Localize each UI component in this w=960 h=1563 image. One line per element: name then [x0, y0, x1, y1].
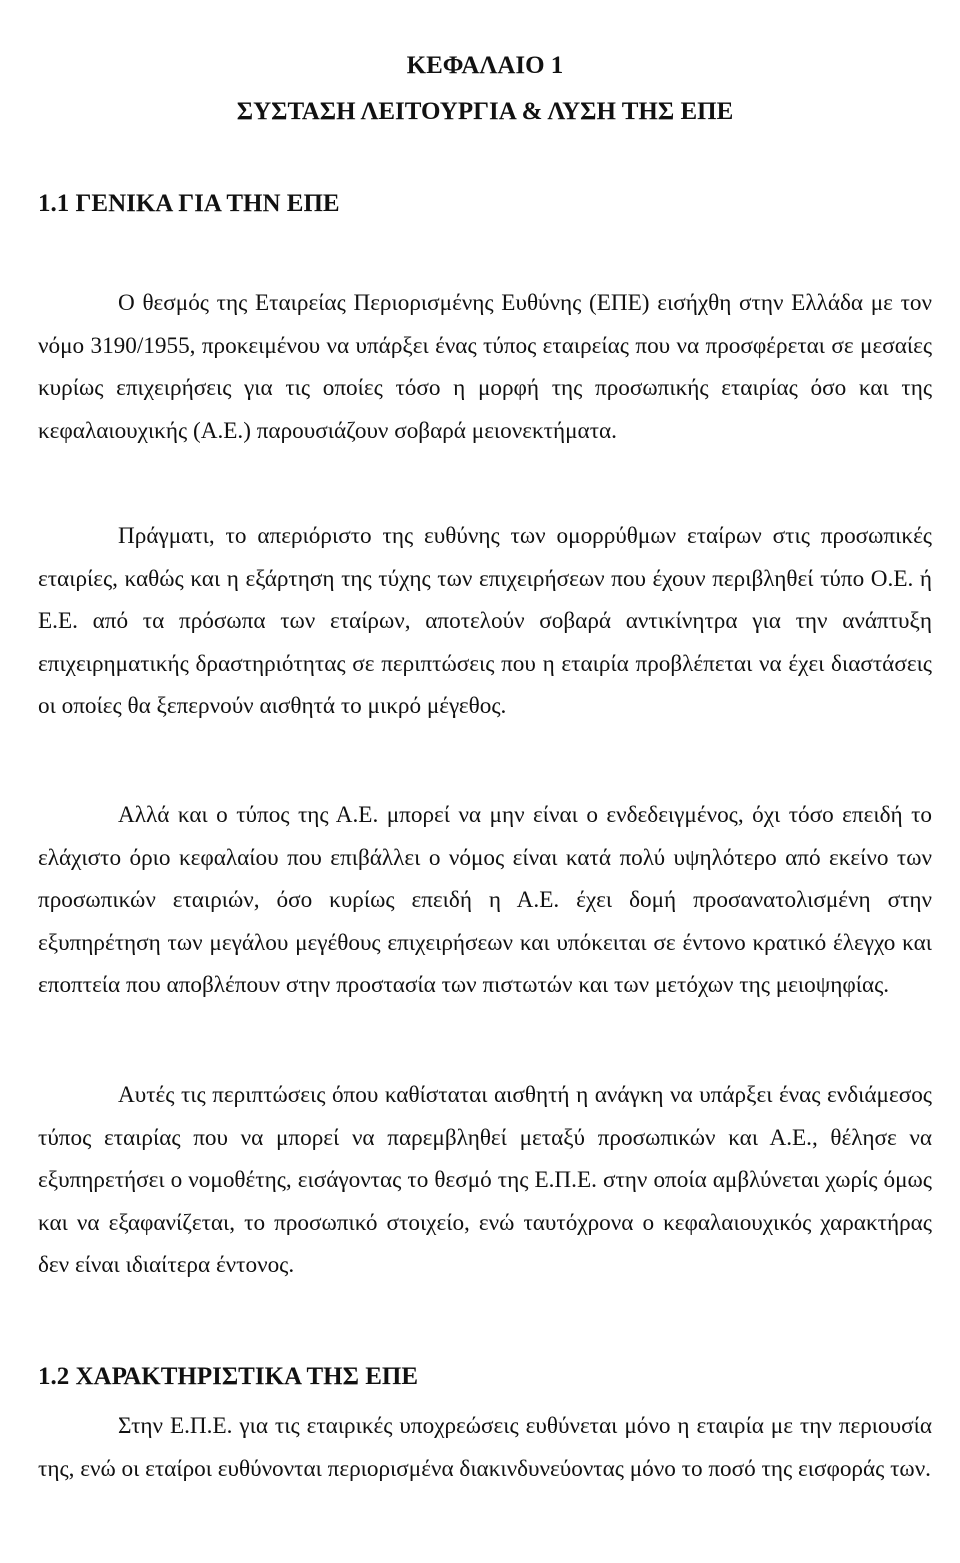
- section-1-2-paragraph-1: Στην Ε.Π.Ε. για τις εταιρικές υποχρεώσεις ευθύνεται μόνο η εταιρία με την περιουσία της, ενώ οι εταίροι ευθύνονται περιορισμένα διακινδυνεύοντας μόνο το ποσό της εισφοράς των.: [38, 1413, 932, 1482]
- section-1-1-paragraph-2: Πράγματι, το απεριόριστο της ευθύνης των ομορρύθμων εταίρων στις προσωπικές εταιρίες, καθώς και η εξάρτηση της τύχης των επιχειρήσεων που έχουν περιβληθεί τύπο Ο.Ε. ή Ε.Ε. από τα πρόσωπα των εταίρων, αποτελούν σοβαρά αντικίνητρα για την ανάπτυξη επιχειρηματικής δραστηριότητας σε περιπτώσεις που η εταιρία προβλέπεται να έχει διαστάσεις οι οποίες θα ξεπερνούν αισθητά το μικρό μέγεθος.: [38, 523, 932, 719]
- chapter-number: ΚΕΦΑΛΑΙΟ 1: [406, 52, 564, 79]
- section-1-1-paragraph-1: Ο θεσμός της Εταιρείας Περιορισμένης Ευθύνης (ΕΠΕ) εισήχθη στην Ελλάδα με τον νόμο 3190/1955, προκειμένου να υπάρξει ένας τύπος εταιρείας που να προσφέρεται σε μεσαίες κυρίως επιχειρήσεις για τις οποίες τόσο η μορφή της προσωπικής εταιρίας όσο και της κεφαλαιουχικής (Α.Ε.) παρουσιάζουν σοβαρά μειονεκτήματα.: [38, 290, 932, 444]
- section-1-1-paragraph-4: Αυτές τις περιπτώσεις όπου καθίσταται αισθητή η ανάγκη να υπάρξει ένας ενδιάμεσος τύπος εταιρίας που να μπορεί να παρεμβληθεί μεταξύ προσωπικών και Α.Ε., θέλησε να εξυπηρετήσει ο νομοθέτης, εισάγοντας το θεσμό της Ε.Π.Ε. στην οποία αμβλύνεται χωρίς όμως και να εξαφανίζεται, το προσωπικό στοιχείο, ενώ ταυτόχρονα ο κεφαλαιουχικός χαρακτήρας δεν είναι ιδιαίτερα έντονος.: [38, 1082, 932, 1278]
- section-heading-1-2: 1.2 ΧΑΡΑΚΤΗΡΙΣΤΙΚΑ ΤΗΣ ΕΠΕ: [38, 1363, 419, 1390]
- section-heading-1-1: 1.1 ΓΕΝΙΚΑ ΓΙΑ ΤΗΝ ΕΠΕ: [38, 190, 340, 217]
- chapter-title: ΣΥΣΤΑΣΗ ΛΕΙΤΟΥΡΓΙΑ & ΛΥΣΗ ΤΗΣ ΕΠΕ: [236, 98, 734, 125]
- section-1-1-paragraph-3: Αλλά και ο τύπος της Α.Ε. μπορεί να μην είναι ο ενδεδειγμένος, όχι τόσο επειδή το ελάχιστο όριο κεφαλαίου που επιβάλλει ο νόμος είναι κατά πολύ υψηλότερο από εκείνο των προσωπικών εταιριών, όσο κυρίως επειδή η Α.Ε. έχει δομή προσανατολισμένη στην εξυπηρέτηση των μεγάλου μεγέθους επιχειρήσεων και υπόκειται σε έντονο κρατικό έλεγχο και εποπτεία που αποβλέπουν στην προστασία των πιστωτών και των μετόχων της μειοψηφίας.: [38, 802, 932, 998]
